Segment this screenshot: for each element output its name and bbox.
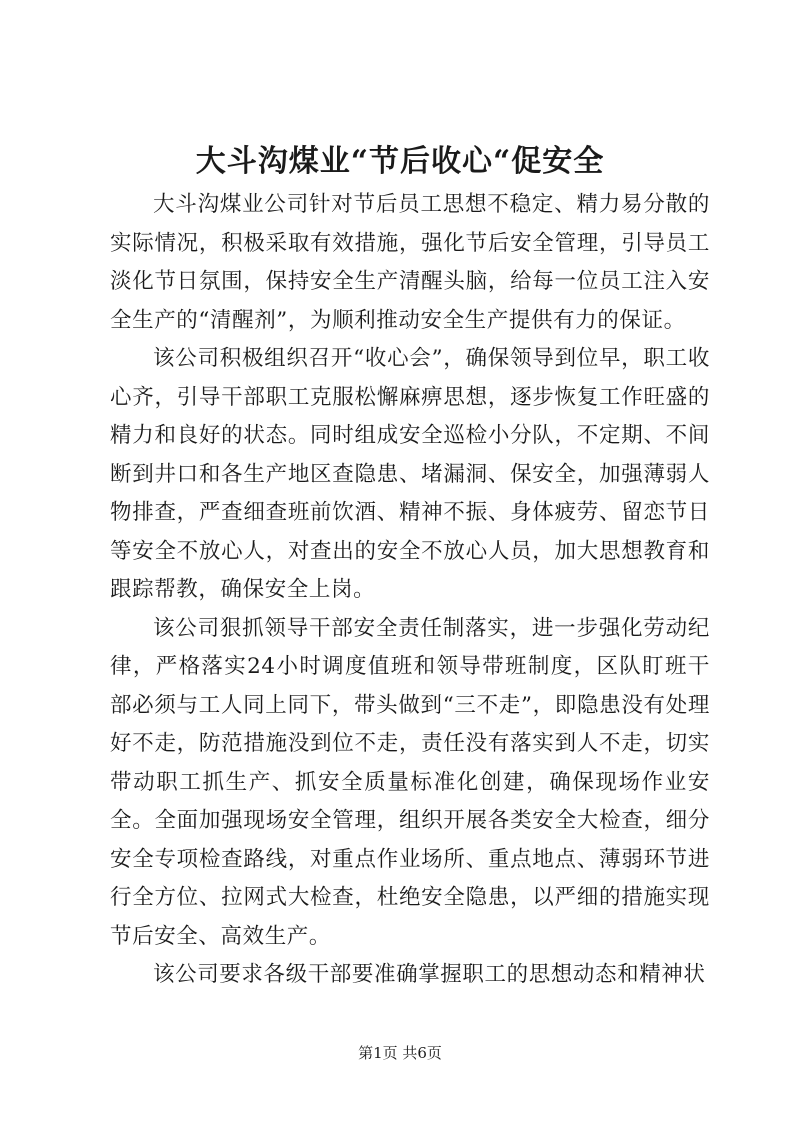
- document-title: 大斗沟煤业“节后收心“促安全: [195, 144, 605, 179]
- paragraph-3: 该公司狠抓领导干部安全责任制落实，进一步强化劳动纪律，严格落实24小时调度值班和领导带班制度，区队盯班干部必须与工人同上同下，带头做到“三不走”，即隐患没有处理好不走，防范措施没到位不走，责任没有落实到人不走，切实带动职工抓生产、抓安全质量标准化创建，确保现场作业安全。全面加强现场安全管理，组织开展各类安全大检查，细分安全专项检查路线，对重点作业场所、重点地点、薄弱环节进行全方位、拉网式大检查，杜绝安全隐患，以严细的措施实现节后安全、高效生产。: [110, 615, 710, 949]
- paragraph-1: 大斗沟煤业公司针对节后员工思想不稳定、精力易分散的实际情况，积极采取有效措施，强化节后安全管理，引导员工淡化节日氛围，保持安全生产清醒头脑，给每一位员工注入安全生产的“清醒剂”，为顺利推动安全生产提供有力的保证。: [110, 192, 710, 333]
- document-body: [110, 186, 710, 995]
- paragraph-4: 该公司要求各级干部要准确掌握职工的思想动态和精神状: [153, 962, 706, 987]
- page-footer: 第1页 共6页: [358, 1044, 442, 1062]
- paragraph-2: 该公司积极组织召开“收心会”，确保领导到位早，职工收心齐，引导干部职工克服松懈麻痹思想，逐步恢复工作旺盛的精力和良好的状态。同时组成安全巡检小分队，不定期、不间断到井口和各生产地区查隐患、堵漏洞、保安全，加强薄弱人物排查，严查细查班前饮酒、精神不振、身体疲劳、留恋节日等安全不放心人，对查出的安全不放心人员，加大思想教育和跟踪帮教，确保安全上岗。: [110, 346, 710, 602]
